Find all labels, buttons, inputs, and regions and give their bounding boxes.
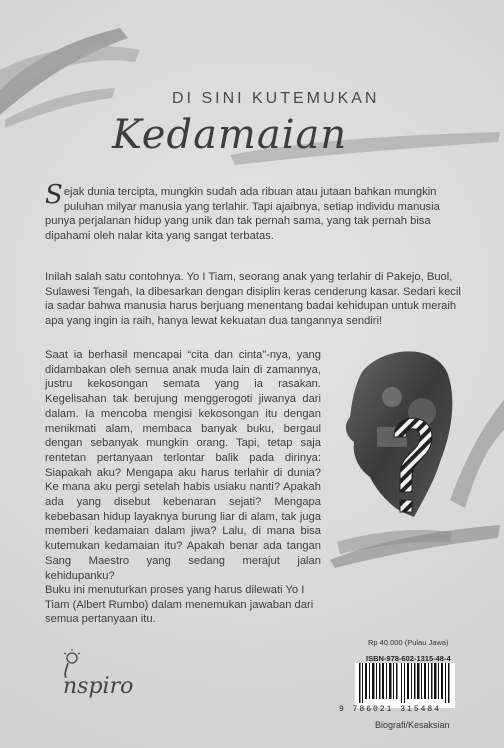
title-script: Kedamaian: [112, 112, 348, 158]
publisher-name: nspiro: [63, 674, 134, 699]
barcode-number: 9 786021 315484: [339, 705, 442, 714]
price-label: Rp 40.000 (Pulau Jawa): [368, 638, 449, 647]
paragraph-1-text: ejak dunia tercipta, mungkin sudah ada ribuan atau jutaan bahkan mungkin puluhan milyar manusia yang terlahir. Tapi ajaibnya, setiap individu manusia punya perjalanan hidup yang unik dan tak pernah sama, yang tak pernah bisa dipahami oleh nalar kita yang sangat terbatas.: [45, 186, 440, 243]
paragraph-2: Inilah salah satu contohnya. Yo I Tiam, seorang anak yang terlahir di Pakejo, Buol, Sulawesi Tengah, Ia dibesarkan dengan disiplin keras cenderung kasar. Sedari kecil ia sadar bahwa manusia harus berjuang menentang badai kehidupan untuk meraih apa yang ingin ia raih, hanya lewat kekuatan dua tangannya sendiri!: [45, 271, 461, 328]
title-line-1: DI SINI KUTEMUKAN: [172, 90, 380, 107]
paragraph-1: [45, 180, 463, 244]
barcode-bars: [355, 663, 455, 703]
paragraph-4: Buku ini menuturkan proses yang harus dilewati Yo I Tiam (Albert Rumbo) dalam menemukan jawaban dari semua pertanyaan itu.: [45, 584, 314, 626]
barcode: [355, 663, 455, 708]
portrait-collage-image: [322, 342, 462, 562]
genre-label: Biografi/Kesaksian: [375, 720, 450, 730]
drop-cap: S: [45, 180, 63, 210]
paragraph-3: Saat ia berhasil mencapai “cita dan cinta”-nya, yang didambakan oleh semua anak muda lain di zamannya, justru kekosongan semata yang ia rasakan. Kegelisahan tak berujung menggerogoti jiwanya dari dalam. Ia mencoba mengisi kekosongan itu dengan menikmati alam, membaca banyak buku, bergaul dengan sebanyak mungkin orang. Tapi, tetap saja rentetan pertanyaan terlontar balik pada dirinya: Siapakah aku? Mengapa aku harus terlahir di dunia? Ke mana aku pergi setelah habis usiaku nanti? Apakah ada yang disebut kebenaran sejati? Mengapa kebebasan hidup layaknya burung liar di alam, tak juga memberi kedamaian dalam jiwa? Lalu, di mana bisa kutemukan kedamaian itu? Apakah benar ada tangan Sang Maestro yang sedang merajut jalan kehidupanku?: [45, 349, 321, 582]
isbn-label: ISBN-978-602-1315-48-4: [366, 654, 451, 663]
